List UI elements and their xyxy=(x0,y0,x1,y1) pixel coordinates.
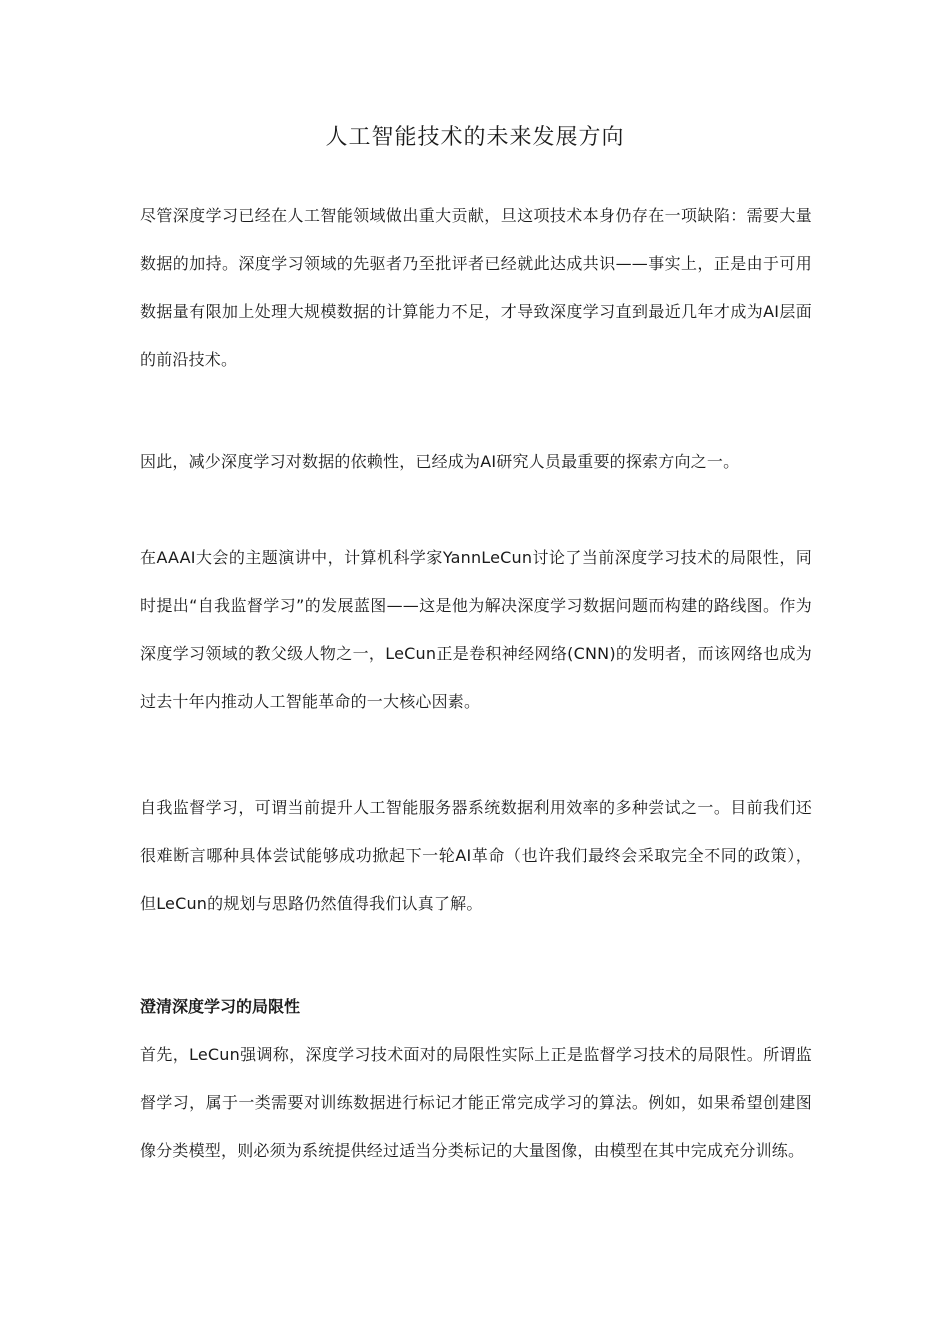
paragraph-supervised-limits: 首先，LeCun强调称，深度学习技术面对的局限性实际上正是监督学习技术的局限性。所谓监督学习，属于一类需要对训练数据进行标记才能正常完成学习的算法。例如，如果希望创建图像分类模型，则必须为系统提供经过适当分类标记的大量图像，由模型在其中完成充分训练。 xyxy=(140,1045,812,1160)
paragraph-self-supervised: 自我监督学习，可谓当前提升人工智能服务器系统数据利用效率的多种尝试之一。目前我们还很难断言哪种具体尝试能够成功掀起下一轮AI革命（也许我们最终会采取完全不同的政策），但LeCun的规划与思路仍然值得我们认真了解。 xyxy=(140,798,812,913)
section-heading: 澄清深度学习的局限性 xyxy=(140,997,301,1016)
document-title: 人工智能技术的未来发展方向 xyxy=(325,125,625,150)
paragraph-lecun-keynote: 在AAAI大会的主题演讲中，计算机科学家YannLeCun讨论了当前深度学习技术的局限性，同时提出“自我监督学习”的发展蓝图——这是他为解决深度学习数据问题而构建的路线图。作为深度学习领域的教父级人物之一，LeCun正是卷积神经网络(CNN)的发明者，而该网络也成为过去十年内推动人工智能革命的一大核心因素。 xyxy=(140,548,812,711)
paragraph-intro: 尽管深度学习已经在人工智能领域做出重大贡献，旦这项技术本身仍存在一项缺陷：需要大量数据的加持。深度学习领域的先驱者乃至批评者已经就此达成共识——事实上，正是由于可用数据量有限加上处理大规模数据的计算能力不足，才导致深度学习直到最近几年才成为AI层面的前沿技术。 xyxy=(140,206,812,369)
paragraph-data-dependency: 因此，减少深度学习对数据的依赖性，已经成为AI研究人员最重要的探索方向之一。 xyxy=(140,452,740,471)
